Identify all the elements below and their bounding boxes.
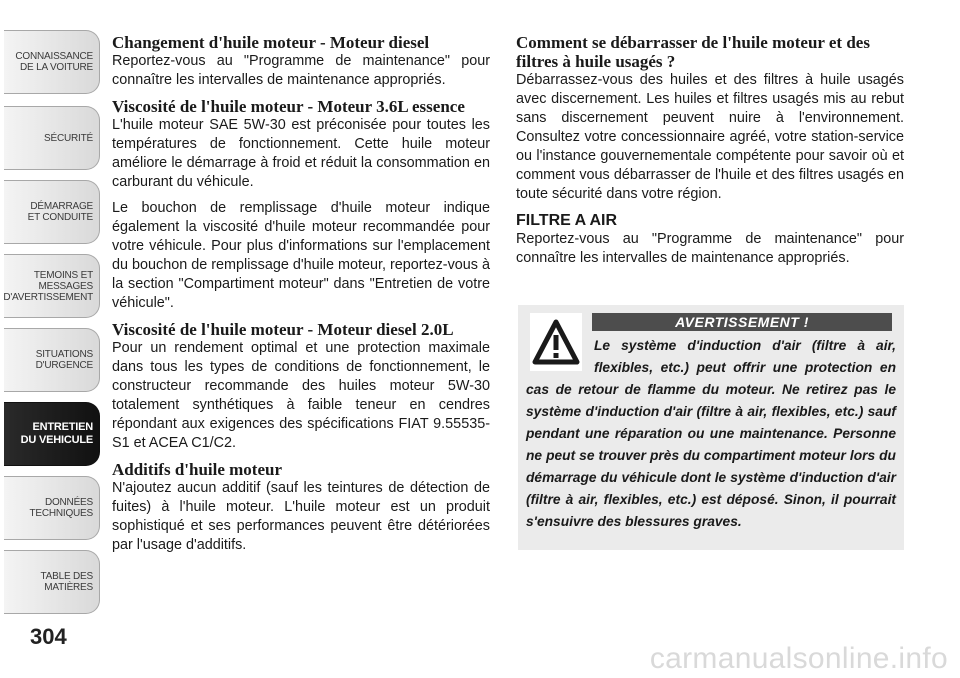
paragraph: Pour un rendement optimal et une protection maximale dans tous les types de conditions de fonctionnement, le constructeur recommande des huiles moteur 5W-30 totalement synthétiques à faible teneur en cendres répondant aux exigences des spécifications FIAT 9.55535-S1 et ACEA C1/C2.: [112, 340, 490, 451]
tab-label: DÉMARRAGE ET CONDUITE: [27, 201, 93, 223]
tab-label: TEMOINS ET MESSAGES D'AVERTISSEMENT: [3, 269, 93, 303]
tab-securite[interactable]: [4, 106, 100, 170]
warning-text: Le système d'induction d'air (filtre à air, flexibles, etc.) peut offrir une protection en cas de retour de flamme du moteur. Ne retirez pas le système d'induction d'air (filtre à air, flexibles, etc.) sauf pendant une réparation ou une maintenance. Personne ne peut se trouver près du compartiment moteur lors du démarrage du véhicule dont le système d'induction d'air (filtre à air, flexibles, etc.) est déposé. Sinon, il pourrait s'ensuivre des blessures graves.: [526, 338, 896, 529]
paragraph: N'ajoutez aucun additif (sauf les teintures de détection de fuites) à l'huile moteur. L'huile moteur est un produit sophistiqué et ses performances peuvent être détériorées par l'usage d'additifs.: [112, 480, 490, 553]
page-number: 304: [30, 624, 67, 649]
tab-entretien[interactable]: [4, 402, 100, 466]
tab-label: DONNÉES TECHNIQUES: [29, 497, 93, 519]
tab-label: SITUATIONS D'URGENCE: [35, 349, 93, 371]
paragraph: L'huile moteur SAE 5W-30 est préconisée pour toutes les températures de fonctionnement. Cette huile moteur améliore le démarrage à froid et réduit la consommation en carburant du véhicule.: [112, 117, 490, 190]
paragraph: Reportez-vous au "Programme de maintenance" pour connaître les intervalles de maintenance appropriés.: [516, 231, 904, 266]
tab-temoins[interactable]: [4, 254, 100, 318]
tab-label: TABLE DES MATIÈRES: [40, 571, 93, 593]
paragraph: Reportez-vous au "Programme de maintenance" pour connaître les intervalles de maintenance appropriés.: [112, 53, 490, 88]
tab-donnees[interactable]: [4, 476, 100, 540]
warning-title: AVERTISSEMENT !: [592, 313, 892, 331]
paragraph: Débarrassez-vous des huiles et des filtres à huile usagés avec discernement. Les huiles et filtres usagés mis au rebut sans discernement peuvent nuire à l'environnement. Consultez votre concessionnaire agréé, votre station-service ou l'instance gouvernementale compétente pour savoir où et comment vous débarrasser de l'huile et des filtres usagés en toute sécurité dans votre région.: [516, 72, 904, 202]
tab-demarrage[interactable]: [4, 180, 100, 244]
heading-additives: Additifs d'huile moteur: [112, 460, 283, 479]
tab-label: ENTRETIEN DU VEHICULE: [20, 421, 93, 446]
tab-situations[interactable]: [4, 328, 100, 392]
heading-disposal: Comment se débarrasser de l'huile moteur et des filtres à huile usagés ?: [516, 33, 870, 71]
heading-viscosity-petrol: Viscosité de l'huile moteur - Moteur 3.6L essence: [112, 97, 465, 116]
chapter-sidebar: [0, 0, 102, 620]
heading-oil-change-diesel: Changement d'huile moteur - Moteur diesel: [112, 33, 430, 52]
right-column: [516, 33, 904, 275]
tab-label: CONNAISSANCE DE LA VOITURE: [15, 51, 93, 73]
left-column: [112, 33, 490, 562]
heading-viscosity-diesel: Viscosité de l'huile moteur - Moteur diesel 2.0L: [112, 320, 454, 339]
heading-air-filter: FILTRE A AIR: [516, 212, 618, 229]
tab-connaissance[interactable]: [4, 30, 100, 94]
tab-label: SÉCURITÉ: [44, 132, 93, 144]
warning-body: [526, 335, 896, 533]
paragraph: Le bouchon de remplissage d'huile moteur indique également la viscosité d'huile moteur recommandée pour votre véhicule. Pour plus d'informations sur l'emplacement du bouchon de remplissage d'huile moteur, reportez-vous à la section "Compartiment moteur" dans "Entretien de votre véhicule".: [112, 200, 490, 311]
watermark: carmanualsonline.info: [649, 642, 948, 675]
tab-table[interactable]: [4, 550, 100, 614]
warning-box: [518, 305, 904, 550]
